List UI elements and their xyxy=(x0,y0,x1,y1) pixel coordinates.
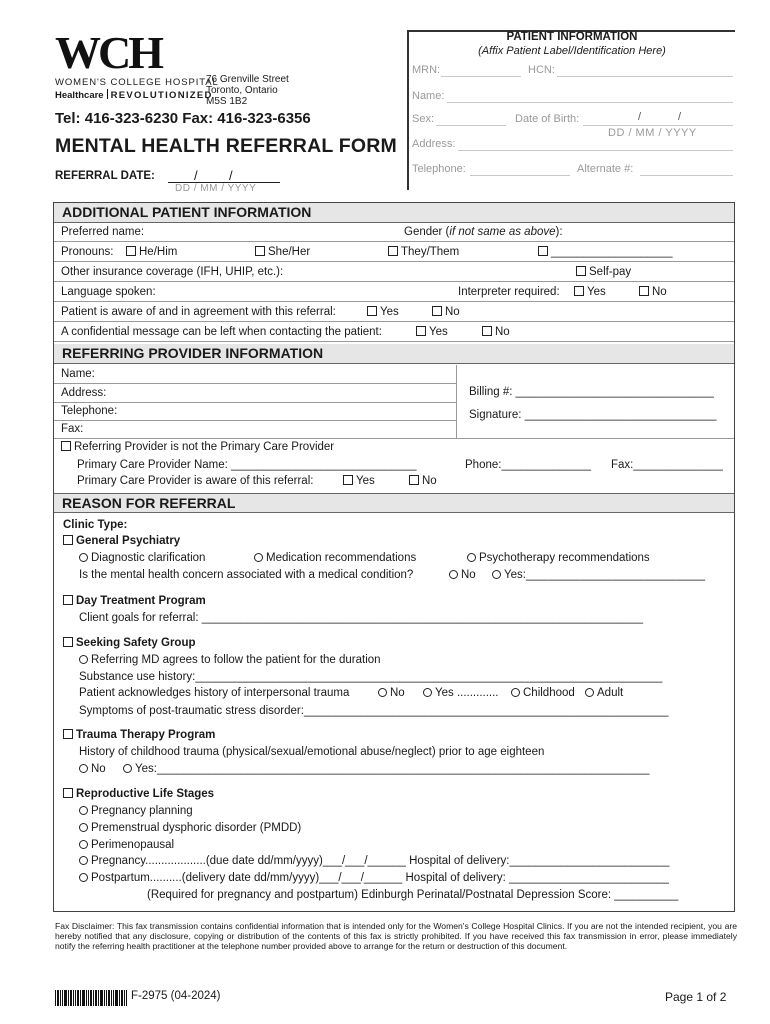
substance-field[interactable]: Substance use history:_________________________________________________________________________ xyxy=(79,671,663,683)
logo-wordmark: WCH xyxy=(55,27,161,78)
pi-alternate-label: Alternate #: xyxy=(577,163,634,175)
provider-name-label: Name: xyxy=(61,368,95,380)
radio-icon[interactable] xyxy=(423,688,432,697)
provider-telephone-row xyxy=(54,402,456,421)
preferred-name-label: Preferred name: xyxy=(61,226,145,238)
dob-slash: / xyxy=(678,111,682,123)
checkbox-icon[interactable] xyxy=(63,535,73,545)
confidential-yes[interactable] xyxy=(416,323,448,342)
child-trauma-no-option[interactable] xyxy=(79,762,106,776)
sex-label: Sex: xyxy=(412,113,435,125)
signature-field[interactable]: Signature: ______________________________ xyxy=(469,409,717,421)
yes-label: Yes ............. xyxy=(435,687,499,699)
no-label: No xyxy=(445,306,460,318)
hcn-field[interactable] xyxy=(557,76,733,77)
referral-date-label: REFERRAL DATE: xyxy=(55,170,155,182)
radio-icon[interactable] xyxy=(79,873,88,882)
pregnancy-planning-label: Pregnancy planning xyxy=(91,805,193,817)
radio-icon[interactable] xyxy=(511,688,520,697)
primary-phone-field[interactable]: Phone:______________ xyxy=(465,459,591,471)
logo-tag-revolutionized: REVOLUTIONIZED xyxy=(110,90,213,101)
checkbox-icon[interactable] xyxy=(576,266,586,276)
page-number: Page 1 of 2 xyxy=(665,990,727,1004)
gender-label xyxy=(404,223,563,242)
md-agrees-label: Referring MD agrees to follow the patient for the duration xyxy=(91,654,381,666)
patient-info-subtitle: (Affix Patient Label/Identification Here) xyxy=(478,45,666,57)
adult-option[interactable] xyxy=(585,686,623,700)
pronouns-row xyxy=(54,243,734,262)
diagnostic-label: Diagnostic clarification xyxy=(91,552,206,564)
radio-icon[interactable] xyxy=(449,570,458,579)
radio-icon[interactable] xyxy=(123,764,132,773)
he-him-label: He/Him xyxy=(139,246,178,258)
she-her-label: She/Her xyxy=(268,246,311,258)
primary-aware-label: Primary Care Provider is aware of this referral: xyxy=(77,475,314,487)
provider-address-row xyxy=(54,384,456,403)
language-row xyxy=(54,283,734,302)
aware-yes[interactable] xyxy=(367,303,399,322)
childhood-trauma-label: History of childhood trauma (physical/sexual/emotional abuse/neglect) prior to age eighteen xyxy=(79,746,545,758)
psychotherapy-option[interactable] xyxy=(467,551,650,565)
provider-fax-label: Fax: xyxy=(61,423,84,435)
pronouns-label: Pronouns: xyxy=(61,246,114,258)
primary-name-field[interactable]: Primary Care Provider Name: _____________________________ xyxy=(77,459,417,471)
checkbox-icon[interactable] xyxy=(432,306,442,316)
referral-date-slash: / xyxy=(194,168,198,183)
radio-icon[interactable] xyxy=(492,570,501,579)
they-them-option[interactable] xyxy=(388,243,459,262)
checkbox-icon[interactable] xyxy=(388,246,398,256)
checkbox-icon[interactable] xyxy=(343,475,353,485)
radio-icon[interactable] xyxy=(585,688,594,697)
pi-telephone-field[interactable] xyxy=(470,175,570,176)
referral-date-slash: / xyxy=(229,168,233,183)
logo-tagline xyxy=(55,89,213,102)
address-line2: Toronto, Ontario xyxy=(206,85,278,96)
checkbox-icon[interactable] xyxy=(367,306,377,316)
dob-hint: DD / MM / YYYY xyxy=(608,127,697,139)
pi-alternate-field[interactable] xyxy=(640,175,733,176)
trauma-yes-option[interactable] xyxy=(423,686,499,700)
sex-field[interactable] xyxy=(436,125,506,126)
day-treatment-option[interactable] xyxy=(63,594,206,608)
checkbox-icon[interactable] xyxy=(61,441,71,451)
hcn-label: HCN: xyxy=(528,64,555,76)
reproductive-option[interactable] xyxy=(63,787,214,801)
address-line1: 76 Grenville Street xyxy=(206,74,289,85)
checkbox-icon[interactable] xyxy=(416,326,426,336)
medication-label: Medication recommendations xyxy=(266,552,417,564)
trauma-history-label: Patient acknowledges history of interpersonal trauma xyxy=(79,687,350,699)
client-goals-field[interactable]: Client goals for referral: _____________________________________________________________________ xyxy=(79,612,644,624)
diagnostic-option[interactable] xyxy=(79,551,205,565)
day-treatment-label: Day Treatment Program xyxy=(76,595,206,607)
radio-icon[interactable] xyxy=(79,655,88,664)
radio-icon[interactable] xyxy=(79,764,88,773)
child-trauma-yes-field[interactable]: Yes:_____________________________________________________________________________ xyxy=(135,763,650,775)
additional-info-heading: ADDITIONAL PATIENT INFORMATION xyxy=(54,203,734,223)
yes-label: Yes xyxy=(356,475,375,487)
medication-option[interactable] xyxy=(254,551,416,565)
referral-form-body xyxy=(53,202,735,912)
no-label: No xyxy=(495,326,510,338)
provider-telephone-label: Telephone: xyxy=(61,405,118,417)
other-pronoun-option[interactable] xyxy=(538,243,673,262)
provider-heading: REFERRING PROVIDER INFORMATION xyxy=(54,344,734,364)
radio-icon[interactable] xyxy=(79,823,88,832)
address-line3: M5S 1B2 xyxy=(206,96,248,107)
adult-label: Adult xyxy=(597,687,624,699)
general-psychiatry-option[interactable] xyxy=(63,534,180,548)
checkbox-icon[interactable] xyxy=(538,246,548,256)
primary-aware-no[interactable] xyxy=(409,474,437,488)
yes-label: Yes xyxy=(429,326,448,338)
name-field[interactable] xyxy=(447,102,733,103)
hospital-logo xyxy=(55,27,219,102)
checkbox-icon[interactable] xyxy=(63,788,73,798)
pmdd-label: Premenstrual dysphoric disorder (PMDD) xyxy=(91,822,302,834)
checkbox-icon[interactable] xyxy=(574,286,584,296)
no-label: No xyxy=(91,763,106,775)
she-her-option[interactable] xyxy=(255,243,310,262)
dob-field[interactable] xyxy=(583,125,733,126)
ptsd-field[interactable]: Symptoms of post-traumatic stress disorder:_________________________________________________________ xyxy=(79,705,669,717)
they-them-label: They/Them xyxy=(401,246,460,258)
epds-field[interactable]: (Required for pregnancy and postpartum) Edinburgh Perinatal/Postnatal Depression Score: __________ xyxy=(147,889,679,901)
checkbox-icon[interactable] xyxy=(639,286,649,296)
barcode-icon xyxy=(55,990,127,1006)
general-psychiatry-label: General Psychiatry xyxy=(76,535,181,547)
mrn-field[interactable] xyxy=(441,76,521,77)
not-primary-option[interactable] xyxy=(61,440,334,454)
interpreter-no[interactable] xyxy=(639,283,667,302)
medical-no-option[interactable] xyxy=(449,568,476,582)
trauma-therapy-option[interactable] xyxy=(63,728,215,742)
mrn-label: MRN: xyxy=(412,64,441,76)
provider-divider xyxy=(456,365,457,439)
confidential-no[interactable] xyxy=(482,323,510,342)
no-label: No xyxy=(422,475,437,487)
provider-name-row xyxy=(54,365,456,384)
primary-aware-yes[interactable] xyxy=(343,474,375,488)
postpartum-field[interactable]: Postpartum..........(delivery date dd/mm/yyyy)___/___/______ Hospital of delivery: _________________________ xyxy=(91,872,669,884)
logo-tag-healthcare: Healthcare xyxy=(55,90,104,101)
yes-label: Yes xyxy=(380,306,399,318)
gender-label-a: Gender ( xyxy=(404,226,450,238)
insurance-row xyxy=(54,263,734,282)
hospital-address xyxy=(206,74,289,107)
checkbox-icon[interactable] xyxy=(63,595,73,605)
checkbox-icon[interactable] xyxy=(126,246,136,256)
dob-label: Date of Birth: xyxy=(515,113,580,125)
aware-no[interactable] xyxy=(432,303,460,322)
radio-icon[interactable] xyxy=(79,806,88,815)
billing-field[interactable]: Billing #: _______________________________ xyxy=(469,386,714,398)
primary-fax-field[interactable]: Fax:______________ xyxy=(611,459,723,471)
aware-label: Patient is aware of and in agreement with this referral: xyxy=(61,306,336,318)
medical-yes-field[interactable]: Yes:____________________________ xyxy=(504,569,706,581)
checkbox-icon[interactable] xyxy=(63,729,73,739)
perimenopausal-label: Perimenopausal xyxy=(91,839,175,851)
radio-icon[interactable] xyxy=(467,553,476,562)
pi-address-field[interactable] xyxy=(458,150,733,151)
form-title: MENTAL HEALTH REFERRAL FORM xyxy=(55,135,397,157)
provider-fax-row xyxy=(54,420,734,439)
radio-icon[interactable] xyxy=(79,840,88,849)
other-pronoun-field[interactable]: ___________________ xyxy=(551,246,673,258)
patient-info-title: PATIENT INFORMATION xyxy=(506,31,638,43)
no-label: No xyxy=(390,687,405,699)
logo-hospital-name: WOMEN'S COLLEGE HOSPITAL xyxy=(55,77,219,88)
seeking-safety-label: Seeking Safety Group xyxy=(76,637,196,649)
confidential-label: A confidential message can be left when contacting the patient: xyxy=(61,326,382,338)
pi-address-label: Address: xyxy=(412,138,456,150)
aware-row xyxy=(54,303,734,322)
childhood-option[interactable] xyxy=(511,686,575,700)
checkbox-icon[interactable] xyxy=(482,326,492,336)
dob-slash: / xyxy=(638,111,642,123)
insurance-label: Other insurance coverage (IFH, UHIP, etc.): xyxy=(61,266,284,278)
radio-icon[interactable] xyxy=(79,553,88,562)
postpartum-option[interactable] xyxy=(79,871,669,885)
he-him-option[interactable] xyxy=(126,243,177,262)
yes-label: Yes xyxy=(587,286,606,298)
radio-icon[interactable] xyxy=(378,688,387,697)
radio-icon[interactable] xyxy=(254,553,263,562)
childhood-label: Childhood xyxy=(523,687,575,699)
reproductive-label: Reproductive Life Stages xyxy=(76,788,215,800)
pregnancy-option[interactable] xyxy=(79,854,669,868)
fax-disclaimer: Fax Disclaimer: This fax transmission contains confidential information that is intended only for the Women's College Hospital Clinics. If you are not the intended recipient, you are hereby notified that any disclosure, copying or distribution of the contents of this fax is strictly prohibited. If you have received this fax transmission in error, please immediately notify the referring health practitioner at the telephone number provided above to arrange for the return or destruction of this document. xyxy=(55,921,737,951)
language-label: Language spoken: xyxy=(61,286,156,298)
psychotherapy-label: Psychotherapy recommendations xyxy=(479,552,650,564)
child-trauma-yes-option[interactable] xyxy=(123,762,649,776)
medical-condition-question: Is the mental health concern associated with a medical condition? xyxy=(79,569,414,581)
perimenopausal-option[interactable] xyxy=(79,838,174,852)
confidential-row xyxy=(54,323,734,342)
reason-heading: REASON FOR REFERRAL xyxy=(54,493,734,513)
gender-label-c: ): xyxy=(555,226,563,238)
clinic-type-label: Clinic Type: xyxy=(63,519,128,531)
checkbox-icon[interactable] xyxy=(409,475,419,485)
logo-separator xyxy=(107,89,108,99)
not-primary-label: Referring Provider is not the Primary Care Provider xyxy=(74,441,335,453)
pregnancy-field[interactable]: Pregnancy...................(due date dd/mm/yyyy)___/___/______ Hospital of delivery:_________________________ xyxy=(91,855,670,867)
no-label: No xyxy=(461,569,476,581)
referral-date-hint: DD / MM / YYYY xyxy=(175,183,257,194)
self-pay-option[interactable] xyxy=(576,263,631,282)
checkbox-icon[interactable] xyxy=(255,246,265,256)
checkbox-icon[interactable] xyxy=(63,637,73,647)
pmdd-option[interactable] xyxy=(79,821,301,835)
seeking-safety-option[interactable] xyxy=(63,636,196,650)
name-label: Name: xyxy=(412,90,445,102)
md-agrees-option[interactable] xyxy=(79,653,381,667)
provider-address-label: Address: xyxy=(61,387,107,399)
pi-telephone-label: Telephone: xyxy=(412,163,466,175)
no-label: No xyxy=(652,286,667,298)
trauma-therapy-label: Trauma Therapy Program xyxy=(76,729,216,741)
self-pay-label: Self-pay xyxy=(589,266,632,278)
trauma-no-option[interactable] xyxy=(378,686,405,700)
interpreter-yes[interactable] xyxy=(574,283,606,302)
interpreter-label: Interpreter required: xyxy=(458,286,560,298)
tel-fax: Tel: 416-323-6230 Fax: 416-323-6356 xyxy=(55,110,311,127)
pregnancy-planning-option[interactable] xyxy=(79,804,193,818)
radio-icon[interactable] xyxy=(79,856,88,865)
medical-yes-option[interactable] xyxy=(492,568,705,582)
form-number: F-2975 (04-2024) xyxy=(131,990,221,1002)
preferred-name-row xyxy=(54,223,734,242)
gender-label-italic: if not same as above xyxy=(449,226,556,238)
